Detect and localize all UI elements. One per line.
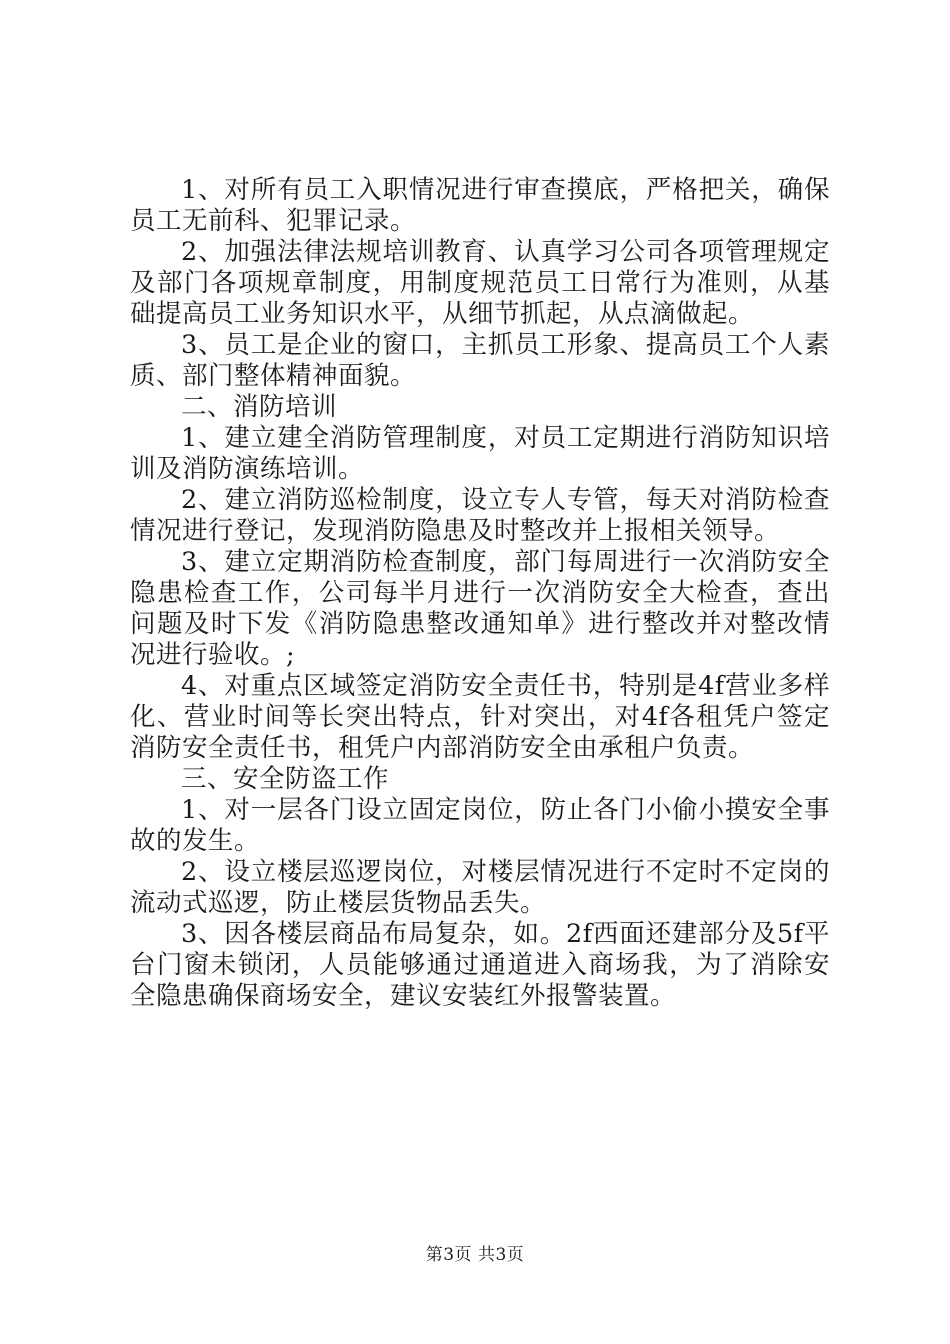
document-body [130, 175, 830, 1012]
paragraph-staff-image: 3、员工是企业的窗口，主抓员工形象、提高员工个人素质、部门整体精神面貌。 [130, 330, 830, 391]
paragraph-periodic-fire-check: 3、建立定期消防检查制度，部门每周进行一次消防安全隐患检查工作，公司每半月进行一次消防安全大检查，查出问题及时下发《消防隐患整改通知单》进行整改并对整改情况进行验收。; [130, 547, 830, 670]
page-number-footer: 第3页 共3页 [425, 1245, 525, 1265]
paragraph-fixed-posts: 1、对一层各门设立固定岗位，防止各门小偷小摸安全事故的发生。 [130, 795, 830, 856]
paragraph-fire-management-system: 1、建立建全消防管理制度，对员工定期进行消防知识培训及消防演练培训。 [130, 423, 830, 484]
paragraph-fire-inspection: 2、建立消防巡检制度，设立专人专管，每天对消防检查情况进行登记，发现消防隐患及时整改并上报相关领导。 [130, 485, 830, 546]
paragraph-legal-training: 2、加强法律法规培训教育、认真学习公司各项管理规定及部门各项规章制度，用制度规范员工日常行为准则，从基础提高员工业务知识水平，从细节抓起，从点滴做起。 [130, 237, 830, 329]
section-heading-fire-training: 二、消防培训 [181, 392, 338, 422]
paragraph-fire-responsibility: 4、对重点区域签定消防安全责任书，特别是4f营业多样化、营业时间等长突出特点，针对突出，对4f各租凭户签定消防安全责任书，租凭户内部消防安全由承租户负责。 [130, 671, 830, 763]
section-heading-anti-theft: 三、安全防盗工作 [181, 764, 390, 794]
paragraph-floor-patrol: 2、设立楼层巡逻岗位，对楼层情况进行不定时不定岗的流动式巡逻，防止楼层货物品丢失。 [130, 857, 830, 918]
paragraph-staff-screening: 1、对所有员工入职情况进行审查摸底，严格把关，确保员工无前科、犯罪记录。 [130, 175, 830, 236]
paragraph-infrared-alarm: 3、因各楼层商品布局复杂，如。2f西面还建部分及5f平台门窗未锁闭，人员能够通过通道进入商场我，为了消除安全隐患确保商场安全，建议安装红外报警装置。 [130, 919, 830, 1011]
